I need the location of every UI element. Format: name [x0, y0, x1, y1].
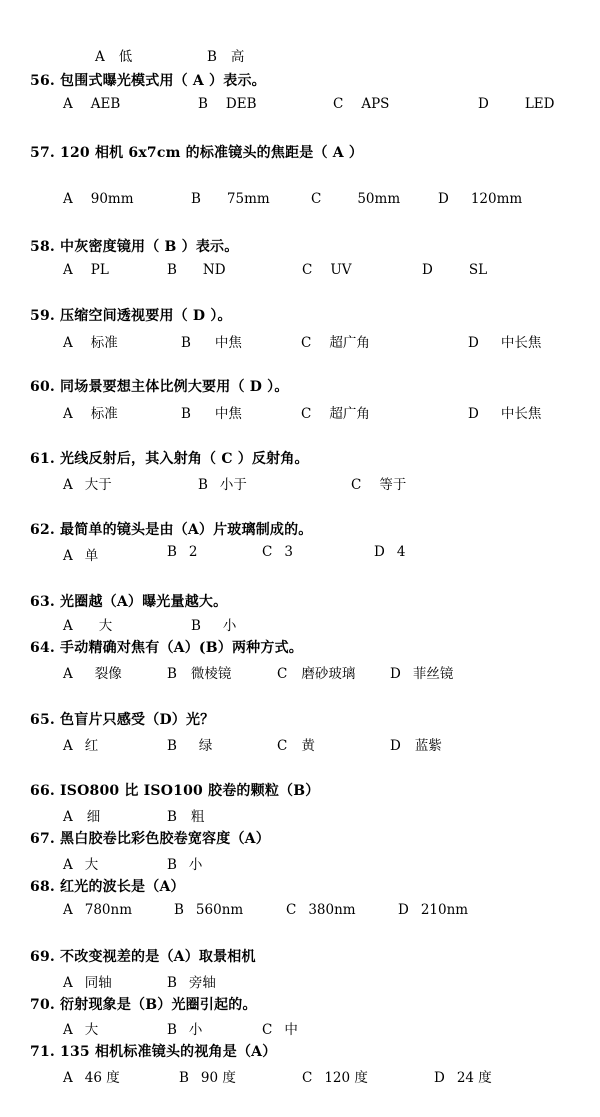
option-d: D 4 — [374, 544, 406, 560]
option-c: C 3 — [262, 544, 293, 560]
option-d: D LED — [478, 96, 555, 112]
option-b: B 高 — [207, 49, 245, 65]
options-row — [0, 331, 600, 351]
option-a: A 大于 — [63, 477, 112, 493]
option-a: A 低 — [95, 49, 133, 65]
option-b: B 小 — [167, 1022, 203, 1038]
question-71: 71. 135 相机标准镜头的视角是（A） — [30, 1044, 277, 1060]
option-b: B 旁轴 — [167, 975, 216, 991]
option-b: B 绿 — [167, 738, 213, 754]
options-row — [0, 1066, 600, 1086]
question-69: 69. 不改变视差的是（A）取景相机 — [30, 949, 256, 965]
option-c: C 磨砂玻璃 — [277, 666, 356, 682]
option-d: D 中长焦 — [468, 406, 542, 422]
option-d: D 蓝紫 — [390, 738, 442, 754]
options-row — [0, 262, 600, 282]
option-c: C APS — [333, 96, 390, 112]
question-60: 60. 同场景要想主体比例大要用（ D ）。 — [30, 379, 289, 395]
option-b: B DEB — [198, 96, 257, 112]
option-a: A 780nm — [63, 902, 133, 918]
option-c: C 50mm — [311, 191, 401, 207]
option-b: B 90 度 — [179, 1070, 236, 1086]
options-row — [0, 544, 600, 564]
options-row — [0, 805, 600, 825]
options-row — [0, 902, 600, 922]
options-row — [0, 971, 600, 991]
option-d: D SL — [422, 262, 488, 278]
option-a: A 46 度 — [63, 1070, 120, 1086]
option-c: C 等于 — [351, 477, 407, 493]
question-57: 57. 120 相机 6x7cm 的标准镜头的焦距是（ A ） — [30, 145, 364, 161]
question-68: 68. 红光的波长是（A） — [30, 879, 185, 895]
option-c: C 380nm — [286, 902, 356, 918]
question-67: 67. 黑白胶卷比彩色胶卷宽容度（A） — [30, 831, 270, 847]
question-59: 59. 压缩空间透视要用（ D ）。 — [30, 308, 232, 324]
options-row — [0, 402, 600, 422]
option-d: D 菲丝镜 — [390, 666, 454, 682]
option-a: A 裂像 — [63, 666, 122, 682]
option-a: A 单 — [63, 548, 99, 564]
option-c: C 超广角 — [301, 335, 370, 351]
option-a: A 大 — [63, 618, 113, 634]
option-a: A 标准 — [63, 335, 118, 351]
options-row — [0, 734, 600, 754]
question-58: 58. 中灰密度镜用（ B ）表示。 — [30, 239, 239, 255]
option-d: D 120mm — [438, 191, 523, 207]
option-b: B 小 — [191, 618, 237, 634]
option-b: B 75mm — [191, 191, 270, 207]
option-a: A AEB — [63, 96, 121, 112]
question-65: 65. 色盲片只感受（D）光？ — [30, 712, 215, 728]
option-b: B 小 — [167, 857, 203, 873]
options-row — [0, 1018, 600, 1038]
option-a: A 90mm — [63, 191, 134, 207]
question-61: 61. 光线反射后，其入射角（ C ）反射角。 — [30, 451, 309, 467]
options-row — [0, 191, 600, 211]
question-70: 70. 衍射现象是（B）光圈引起的。 — [30, 997, 257, 1013]
option-c: C 超广角 — [301, 406, 370, 422]
question-66: 66. ISO800 比 ISO100 胶卷的颗粒（B） — [30, 783, 320, 799]
question-63: 63. 光圈越（A）曝光量越大。 — [30, 594, 228, 610]
option-b: B 小于 — [198, 477, 247, 493]
options-row — [0, 45, 600, 65]
option-d: D 210nm — [398, 902, 469, 918]
option-a: A 大 — [63, 1022, 99, 1038]
option-b: B 中焦 — [181, 335, 242, 351]
option-c: C 中 — [262, 1022, 298, 1038]
option-d: D 中长焦 — [468, 335, 542, 351]
option-c: C 黄 — [277, 738, 315, 754]
option-c: C UV — [302, 262, 352, 278]
option-a: A 红 — [63, 738, 99, 754]
option-b: B 560nm — [174, 902, 244, 918]
option-b: B 中焦 — [181, 406, 242, 422]
option-a: A 标准 — [63, 406, 118, 422]
option-a: A PL — [63, 262, 109, 278]
option-a: A 大 — [63, 857, 99, 873]
options-row — [0, 614, 600, 634]
option-b: B 粗 — [167, 809, 205, 825]
option-a: A 细 — [63, 809, 101, 825]
question-64: 64. 手动精确对焦有（A）(B）两种方式。 — [30, 640, 303, 656]
option-a: A 同轴 — [63, 975, 112, 991]
options-row — [0, 96, 600, 116]
options-row — [0, 662, 600, 682]
option-d: D 24 度 — [434, 1070, 492, 1086]
question-62: 62. 最简单的镜头是由（A）片玻璃制成的。 — [30, 522, 313, 538]
options-row — [0, 473, 600, 493]
options-row — [0, 853, 600, 873]
question-56: 56. 包围式曝光模式用（ A ）表示。 — [30, 73, 266, 89]
option-b: B ND — [167, 262, 226, 278]
option-b: B 2 — [167, 544, 198, 560]
option-b: B 微棱镜 — [167, 666, 232, 682]
option-c: C 120 度 — [302, 1070, 368, 1086]
